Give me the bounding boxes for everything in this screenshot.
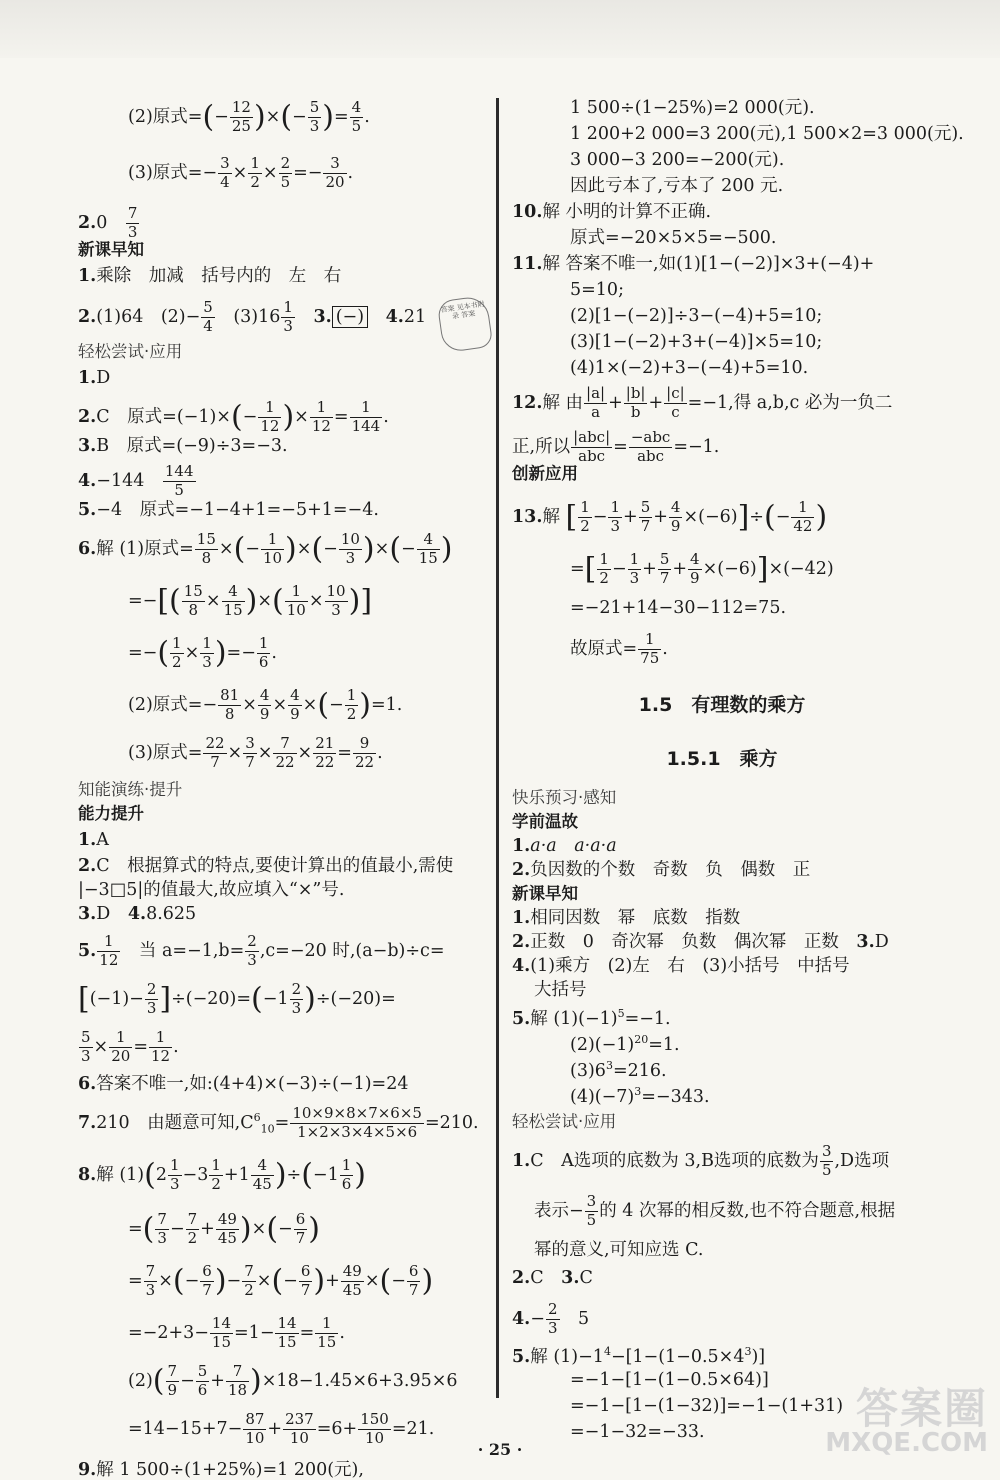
fraction: $\frac{49}{45}$ — [217, 1210, 237, 1247]
answer-line: 8.解 (1)(2 $\frac{1}{3}$ −3 $\frac{1}{2}$ +1 $\frac{4}{45}$ )÷(−1 $\frac{1}{6}$ ) — [78, 1156, 366, 1193]
fraction: $\frac{10\times 9\times 8\times 7\times 6\times 5}{1\times 2\times 3\times 4\times 5\times 6}$ — [292, 1104, 422, 1141]
answer-line: $(2)(-1)^{20}=1$. — [570, 1033, 680, 1055]
fraction: $\frac{3}{7}$ — [245, 734, 255, 771]
section-heading: 创新应用 — [512, 464, 578, 483]
answer-line: 1.a·a a·a·a — [512, 836, 617, 856]
answer-line: 7.210 由题意可知$,C^6_{10}=$ $\frac{10\times 9\times 8\times 7\times 6\times 5}{1\times 2\times 3\times 4\times 5\times 6}$ =210. — [78, 1104, 479, 1141]
fraction: $\frac{1}{10}$ — [262, 530, 283, 567]
fraction: $\frac{4}{45}$ — [252, 1156, 272, 1193]
fraction: $\frac{1}{2}$ — [211, 1156, 221, 1193]
answer-line: 正,所以 $\frac{\text{|abc|}}{\text{abc}}$ = $\frac{\text{−abc}}{\text{abc}}$ =−1. — [512, 428, 720, 465]
fraction: $\frac{5}{7}$ — [640, 498, 651, 535]
answer-line: 1 500÷(1−25%)=2 000(元). — [570, 98, 815, 118]
fraction: $\frac{5}{4}$ — [203, 298, 213, 335]
fraction: $\frac{6}{7}$ — [295, 1210, 306, 1247]
answer-line: 3 000−3 200=−200(元). — [570, 150, 785, 170]
fraction: $\frac{4}{9}$ — [670, 498, 681, 535]
answer-line: 10.解 小明的计算不正确. — [512, 202, 712, 222]
answer-line: 1 200+2 000=3 200(元),1 500×2=3 000(元). — [570, 124, 964, 144]
answer-line: 1.相同因数 幂 底数 指数 — [512, 908, 741, 928]
fraction: $\frac{144}{5}$ — [164, 462, 194, 499]
fraction: $\frac{1}{2}$ — [250, 154, 260, 191]
fraction: $\frac{21}{22}$ — [315, 734, 335, 771]
answer-line: (3)原式= $\frac{22}{7}$ × $\frac{3}{7}$ × $\frac{7}{22}$ × $\frac{21}{22}$ = $\frac{9}{22}$ . — [128, 734, 383, 771]
watermark-logo: 答案圈 MXQE.COM — [825, 1384, 988, 1458]
fraction: $\frac{150}{10}$ — [360, 1410, 389, 1447]
fraction: $\frac{1}{2}$ — [346, 686, 357, 723]
answer-line: 5.解 $(1)(-1)^5=-1$. — [512, 1007, 671, 1029]
fraction: $\frac{1}{144}$ — [351, 398, 381, 435]
column-divider — [496, 98, 499, 1398]
chapter-subtitle: 1.5.1 乘方 — [666, 748, 778, 770]
section-heading: 快乐预习·感知 — [512, 788, 617, 807]
fraction: $\frac{3}{5}$ — [821, 1142, 832, 1179]
answer-line: =−2+3− $\frac{14}{15}$ =1− $\frac{14}{15}$ = $\frac{1}{15}$ . — [128, 1314, 345, 1351]
fraction: $\frac{1}{12}$ — [150, 1028, 171, 1065]
fraction: $\frac{12}{25}$ — [231, 98, 251, 135]
fraction: $\frac{7}{3}$ — [145, 1262, 156, 1299]
fraction: $\frac{1}{10}$ — [286, 582, 306, 619]
answer-line: $(4)(-7)^3=-343$. — [570, 1085, 710, 1107]
boxed-answer: (−) — [332, 306, 368, 328]
scan-top-band — [0, 0, 1000, 58]
fraction: $\frac{1}{12}$ — [260, 398, 280, 435]
answer-line: 11.解 答案不唯一,如(1)[1−(−2)]×3+(−4)+ — [512, 254, 875, 274]
fraction: $\frac{5}{3}$ — [309, 98, 320, 135]
fraction: $\frac{3}{5}$ — [586, 1192, 597, 1229]
answer-line: 2.C 根据算式的特点,要使计算出的值最小,需使 — [78, 856, 454, 876]
answer-line: 2.负因数的个数 奇数 负 偶数 正 — [512, 860, 811, 880]
answer-line: |−3□5|的值最大,故应填入“×”号. — [78, 880, 345, 900]
fraction: $\frac{14}{15}$ — [211, 1314, 232, 1351]
fraction: $\frac{1}{3}$ — [629, 550, 640, 587]
fraction: $\frac{3}{4}$ — [220, 154, 230, 191]
answer-line: (2)[1−(−2)]÷3−(−4)+5=10; — [570, 306, 823, 326]
answer-line: =( $\frac{7}{3}$ − $\frac{7}{2}$ + $\frac{49}{45}$ )×(− $\frac{6}{7}$ ) — [128, 1210, 320, 1247]
fraction: $\frac{2}{3}$ — [146, 980, 157, 1017]
fraction: $\frac{6}{7}$ — [202, 1262, 212, 1299]
section-heading: 新课早知 — [78, 240, 144, 259]
fraction: $\frac{2}{3}$ — [247, 932, 257, 969]
answer-line: 9.解 1 500÷(1+25%)=1 200(元), — [78, 1460, 364, 1480]
answer-line: 12.解 由 $\frac{|a|}{a}$ + $\frac{|b|}{b}$ + $\frac{|c|}{c}$ =−1,得 a,b,c 必为一负二 — [512, 384, 893, 421]
answer-line: 幂的意义,可知应选 C. — [534, 1240, 704, 1260]
fraction: $\frac{2}{5}$ — [280, 154, 291, 191]
answer-line: $(3)6^3=216$. — [570, 1059, 667, 1081]
fraction: $\frac{7}{22}$ — [275, 734, 295, 771]
fraction: $\frac{81}{8}$ — [220, 686, 240, 723]
fraction: $\frac{1}{3}$ — [170, 1156, 180, 1193]
answer-line: (2)( $\frac{7}{9}$ − $\frac{5}{6}$ + $\frac{7}{18}$ )×18−1.45×6+3.95×6 — [128, 1362, 458, 1399]
section-heading: 轻松尝试·应用 — [78, 342, 183, 361]
fraction: $\frac{6}{7}$ — [300, 1262, 311, 1299]
fraction: $\frac{87}{10}$ — [245, 1410, 265, 1447]
fraction: $\frac{5}{3}$ — [81, 1028, 91, 1065]
fraction: $\frac{237}{10}$ — [285, 1410, 314, 1447]
fraction: $\frac{2}{3}$ — [291, 980, 302, 1017]
answer-line: 2.(1)64 (2)− $\frac{5}{4}$ (3)16 $\frac{1}{3}$ 3. (−) 4.21 — [78, 298, 427, 335]
fraction: $\frac{15}{8}$ — [196, 530, 216, 567]
answer-line: 4.(1)乘方 (2)左 右 (3)小括号 中括号 — [512, 956, 850, 976]
fraction: $\frac{4}{9}$ — [290, 686, 300, 723]
answer-line: 4.− $\frac{2}{3}$ 5 — [512, 1300, 590, 1337]
answer-line: (4)1×(−2)+3−(−4)+5=10. — [570, 358, 809, 378]
answer-line: (2)原式=− $\frac{81}{8}$ × $\frac{4}{9}$ × $\frac{4}{9}$ ×(− $\frac{1}{2}$ )=1. — [128, 686, 403, 723]
answer-line: 因此亏本了,亏本了 200 元. — [570, 176, 784, 196]
section-heading: 知能演练·提升 — [78, 780, 183, 799]
answer-line: 1.C A选项的底数为 3,B选项的底数为 $\frac{3}{5}$ ,D选项 — [512, 1142, 890, 1179]
fraction: $\frac{10}{3}$ — [340, 530, 360, 567]
answer-line: (3)原式=− $\frac{3}{4}$ × $\frac{1}{2}$ × $\frac{2}{5}$ =− $\frac{3}{20}$ . — [128, 154, 354, 191]
answer-line: 5.−4 原式=−1−4+1=−5+1=−4. — [78, 500, 379, 520]
fraction: $\frac{4}{5}$ — [351, 98, 362, 135]
fraction: $\frac{9}{22}$ — [354, 734, 375, 771]
fraction: $\frac{|a|}{a}$ — [586, 384, 606, 421]
fraction: $\frac{1}{6}$ — [258, 634, 269, 671]
answer-line: 3.B 原式=(−9)÷3=−3. — [78, 436, 288, 456]
answer-line: 13.解 [ $\frac{1}{2}$ − $\frac{1}{3}$ + $\frac{5}{7}$ + $\frac{4}{9}$ ×(−6)]÷(− $\frac{1}{42}$ ) — [512, 498, 828, 535]
fraction: $\frac{1}{3}$ — [202, 634, 212, 671]
fraction: $\frac{4}{9}$ — [690, 550, 700, 587]
fraction: $\frac{1}{2}$ — [580, 498, 590, 535]
fraction: $\frac{1}{2}$ — [599, 550, 609, 587]
fraction: $\frac{|b|}{b}$ — [625, 384, 646, 421]
answer-line: 1.A — [78, 830, 109, 850]
answer-line: =[ $\frac{1}{2}$ − $\frac{1}{3}$ + $\frac{5}{7}$ + $\frac{4}{9}$ ×(−6)]×(−42) — [570, 550, 834, 587]
fraction: $\frac{22}{7}$ — [205, 734, 225, 771]
section-heading: 学前温故 — [512, 812, 578, 831]
fraction: $\frac{7}{2}$ — [244, 1262, 254, 1299]
fraction: $\frac{\text{|abc|}}{\text{abc}}$ — [573, 428, 611, 465]
answer-line: 2.正数 0 奇次幂 负数 偶次幂 正数 3.D — [512, 932, 889, 952]
fraction: $\frac{1}{2}$ — [172, 634, 182, 671]
answer-line: 1.D — [78, 368, 111, 388]
answer-line: = $\frac{7}{3}$ ×(− $\frac{6}{7}$ )− $\frac{7}{2}$ ×(− $\frac{6}{7}$ )+ $\frac{49}{45}$ ×(− $\frac{6}{7}$ ) — [128, 1262, 434, 1299]
answer-line: 5=10; — [570, 280, 624, 300]
fraction: $\frac{1}{6}$ — [341, 1156, 352, 1193]
fraction: $\frac{4}{15}$ — [223, 582, 243, 619]
fraction: $\frac{1}{75}$ — [640, 630, 660, 667]
fraction: $\frac{4}{9}$ — [259, 686, 270, 723]
answer-line: =−1−[1−(1−32)]=−1−(1+31) — [570, 1396, 844, 1416]
answer-line: =−1−32=−33. — [570, 1422, 705, 1442]
answer-line: 2.0 $\frac{7}{3}$ — [78, 204, 138, 241]
fraction: $\frac{7}{3}$ — [127, 204, 138, 241]
answer-line: =−[( $\frac{15}{8}$ × $\frac{4}{15}$ )×( $\frac{1}{10}$ × $\frac{10}{3}$ )] — [128, 582, 373, 619]
answer-line: [(−1)− $\frac{2}{3}$ ]÷(−20)=(−1 $\frac{2}{3}$ )÷(−20)= — [78, 980, 396, 1017]
answer-line: 故原式= $\frac{1}{75}$ . — [570, 630, 668, 667]
fraction: $\frac{2}{3}$ — [547, 1300, 558, 1337]
answer-line: =−( $\frac{1}{2}$ × $\frac{1}{3}$ )=− $\frac{1}{6}$ . — [128, 634, 277, 671]
answer-line: 5.解 $(1)-1^4-[1-(1-0.5\times 4^3)]$ — [512, 1345, 766, 1367]
fraction: $\frac{1}{15}$ — [317, 1314, 337, 1351]
fraction: $\frac{15}{8}$ — [183, 582, 203, 619]
answer-line: 3.D 4.8.625 — [78, 904, 197, 924]
answer-line: =14−15+7− $\frac{87}{10}$ + $\frac{237}{10}$ =6+ $\frac{150}{10}$ =21. — [128, 1410, 435, 1447]
fraction: $\frac{1}{3}$ — [610, 498, 621, 535]
answer-line: 6.答案不唯一,如:(4+4)×(−3)÷(−1)=24 — [78, 1074, 409, 1094]
section-heading: 能力提升 — [78, 804, 144, 823]
fraction: $\frac{1}{3}$ — [283, 298, 293, 335]
answer-line: (3)[1−(−2)+3+(−4)]×5=10; — [570, 332, 823, 352]
fraction: $\frac{7}{18}$ — [227, 1362, 248, 1399]
fraction: $\frac{5}{7}$ — [659, 550, 670, 587]
answer-line: 6.解 (1)原式= $\frac{15}{8}$ ×(− $\frac{1}{10}$ )×(− $\frac{10}{3}$ )×(− $\frac{4}{15}$ ) — [78, 530, 453, 567]
answer-line: =−1−[1−(1−0.5×64)] — [570, 1370, 769, 1390]
answer-line: 2.C 3.C — [512, 1268, 593, 1288]
fraction: $\frac{6}{7}$ — [408, 1262, 419, 1299]
fraction: $\frac{\text{−abc}}{\text{abc}}$ — [630, 428, 671, 465]
fraction: $\frac{1}{42}$ — [793, 498, 813, 535]
answer-line: 1.乘除 加减 括号内的 左 右 — [78, 266, 342, 286]
fraction: $\frac{1}{12}$ — [99, 932, 119, 969]
answer-line: 5. $\frac{1}{12}$ 当 a=−1,b= $\frac{2}{3}$ ,c=−20 时,(a−b)÷c= — [78, 932, 445, 969]
fraction: $\frac{5}{6}$ — [197, 1362, 208, 1399]
page-number: · 25 · — [477, 1440, 523, 1459]
fraction: $\frac{4}{15}$ — [418, 530, 438, 567]
fraction: $\frac{14}{15}$ — [277, 1314, 297, 1351]
answer-line: 4.−144 $\frac{144}{5}$ — [78, 462, 194, 499]
fraction: $\frac{10}{3}$ — [326, 582, 346, 619]
answer-line: =−21+14−30−112=75. — [570, 598, 787, 618]
fraction: $\frac{3}{20}$ — [325, 154, 345, 191]
answer-line: $\frac{5}{3}$ × $\frac{1}{20}$ = $\frac{1}{12}$ . — [81, 1028, 179, 1065]
answer-line: 原式=−20×5×5=−500. — [570, 228, 777, 248]
answer-line: 大括号 — [534, 980, 587, 1000]
answer-line: 2.C 原式=(−1)×(− $\frac{1}{12}$ )× $\frac{1}{12}$ = $\frac{1}{144}$ . — [78, 398, 389, 435]
fraction: $\frac{49}{45}$ — [342, 1262, 362, 1299]
handwritten-stamp: 答案 见本书附录 答案 — [437, 295, 494, 353]
chapter-title: 1.5 有理数的乘方 — [638, 694, 806, 716]
section-heading: 轻松尝试·应用 — [512, 1112, 617, 1131]
fraction: $\frac{7}{2}$ — [187, 1210, 198, 1247]
answer-line: 表示− $\frac{3}{5}$ 的 4 次幂的相反数,也不符合题意,根据 — [534, 1192, 896, 1229]
fraction: $\frac{7}{3}$ — [157, 1210, 167, 1247]
fraction: $\frac{|c|}{c}$ — [666, 384, 685, 421]
fraction: $\frac{1}{12}$ — [311, 398, 331, 435]
fraction: $\frac{7}{9}$ — [167, 1362, 178, 1399]
answer-line: (2)原式=(− $\frac{12}{25}$ )×(− $\frac{5}{3}$ )= $\frac{4}{5}$ . — [128, 98, 370, 135]
fraction: $\frac{1}{20}$ — [111, 1028, 131, 1065]
section-heading: 新课早知 — [512, 884, 578, 903]
